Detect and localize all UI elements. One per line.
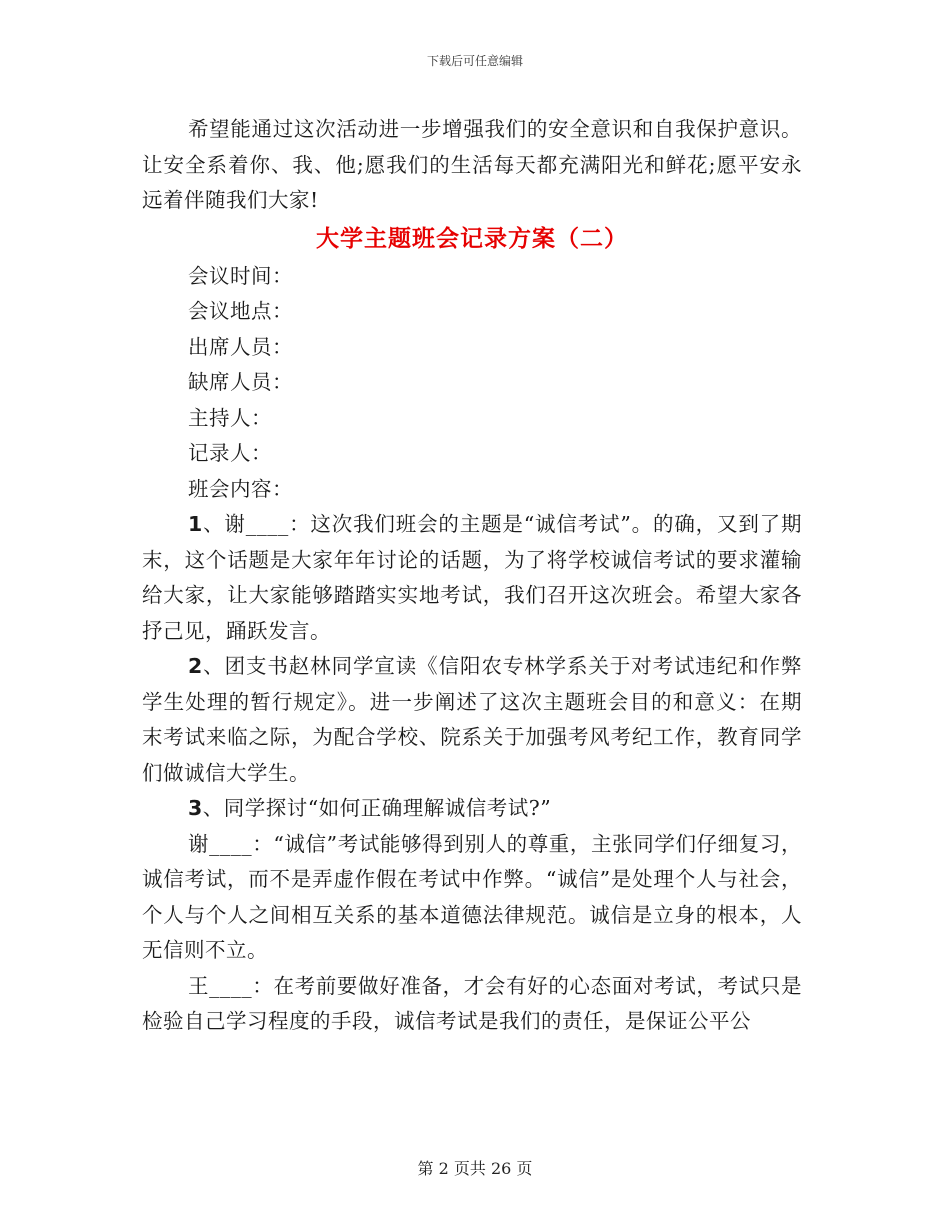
item-paragraph-3 (142, 791, 802, 827)
field-host: 主持人： (188, 405, 272, 430)
document-title: 大学主题班会记录方案（二） (316, 225, 628, 252)
field-meeting-location: 会议地点： (188, 299, 293, 323)
item-paragraph-2 (142, 649, 802, 791)
field-absentees: 缺席人员： (188, 370, 293, 394)
page-footer: 第 2 页共 26 页 (417, 1159, 533, 1178)
intro-paragraph: 希望能通过这次活动进一步增强我们的安全意识和自我保护意识。让安全系着你、我、他;愿我们的生活每天都充满阳光和鲜花;愿平安永远着伴随我们大家! (142, 117, 802, 212)
item-number: 1 (188, 512, 203, 536)
field-meeting-time: 会议时间： (188, 263, 293, 288)
item-number: 3 (188, 796, 203, 820)
field-content: 班会内容： (188, 476, 293, 501)
field-recorder: 记录人： (188, 441, 272, 465)
item-text: 、团支书赵林同学宣读《信阳农专林学系关于对考试违纪和作弊学生处理的暂行规定》。进一步阐述了这次主题班会目的和意义：在期末考试来临之际，为配合学校、院系关于加强考风考纪工作，教育同学们做诚信大学生。 (142, 654, 802, 785)
item-text: 、同学探讨“如何正确理解诚信考试?” (202, 796, 552, 820)
item-text: 、谢____：这次我们班会的主题是“诚信考试”。的确，又到了期末，这个话题是大家年年讨论的话题，为了将学校诚信考试的要求灌输给大家，让大家能够踏踏实实地考试，我们召开这次班会。希望大家各抒己见，踊跃发言。 (142, 512, 802, 643)
discussion-paragraph: 王____：在考前要做好准备，才会有好的心态面对考试，考试只是检验自己学习程度的手段，诚信考试是我们的责任，是保证公平公 (142, 973, 802, 1033)
discussion-paragraph: 谢____：“诚信”考试能够得到别人的尊重，主张同学们仔细复习，诚信考试，而不是弄虚作假在考试中作弊。“诚信”是处理个人与社会，个人与个人之间相互关系的基本道德法律规范。诚信是立身的根本，人无信则不立。 (142, 831, 802, 962)
page-header: 下载后可任意编辑 (426, 54, 523, 68)
item-number: 2 (188, 654, 203, 678)
document-body (142, 112, 802, 1040)
item-paragraph-1 (142, 507, 802, 649)
field-attendees: 出席人员： (188, 334, 293, 359)
